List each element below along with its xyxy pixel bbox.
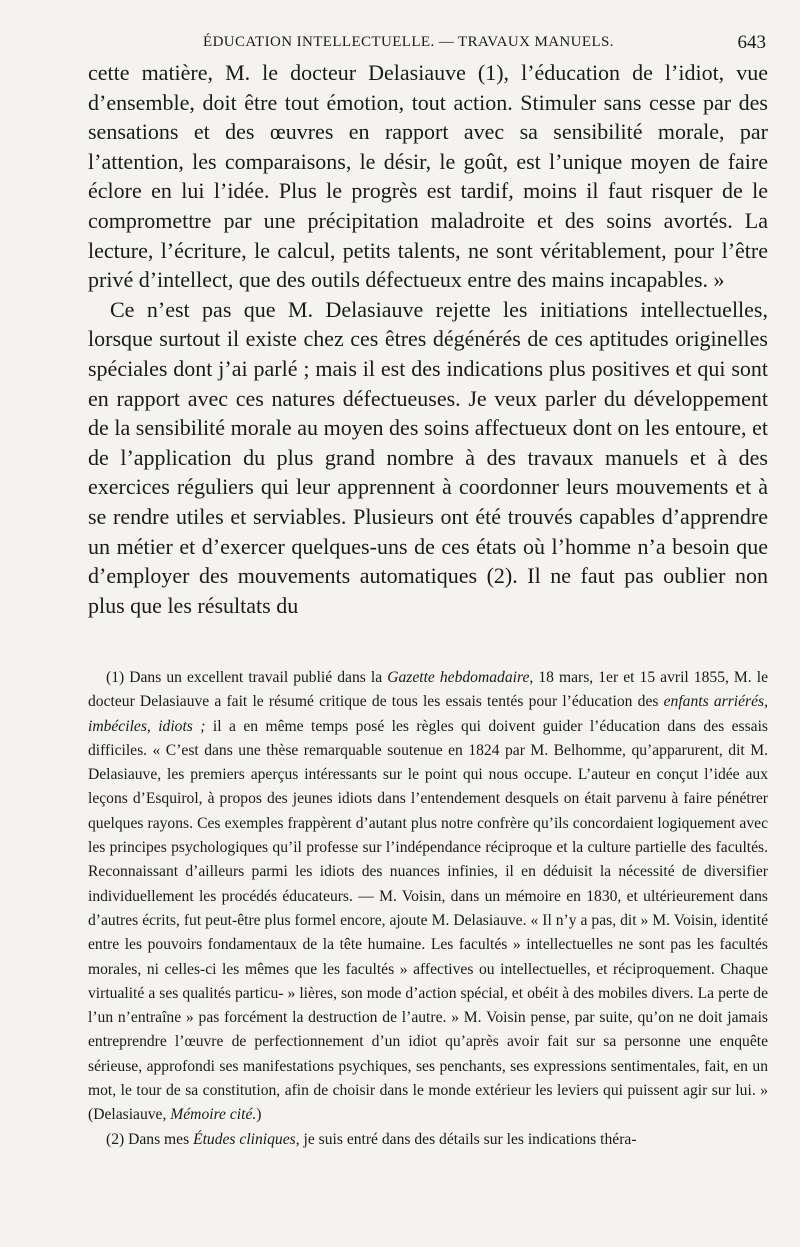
footnote-1-text-a: Dans un excellent travail publié dans la	[124, 669, 388, 686]
footnote-1-italic-c: Mémoire cité.	[170, 1106, 257, 1124]
body-text	[88, 58, 768, 620]
header-title: ÉDUCATION INTELLECTUELLE. — TRAVAUX MANUELS.	[203, 34, 614, 50]
footnote-1-italic-a: Gazette hebdomadaire	[387, 669, 530, 686]
footnote-2-label: (2)	[106, 1130, 125, 1148]
paragraph-2: Ce n’est pas que M. Delasiauve rejette les initiations intellectuelles, lorsque surtout il existe chez ces êtres dégénérés de ces aptitudes originelles spéciales dont j’ai parlé ; mais il est des indications plus positives et qui sont en rapport avec ces natures défectueuses. Je veux parler du développement de la sensibilité morale au moyen des soins affectueux dont on les entoure, et de l’application du plus grand nombre à des travaux manuels et à des exercices réguliers qui leur apprennent à coordonner leurs mouvements et à se rendre utiles et serviables. Plusieurs ont été trouvés capables d’apprendre un métier et d’exercer quelques-uns de ces états où l’homme n’a besoin que d’employer des mouvements automatiques (2). Il ne faut pas oublier non plus que les résultats du	[88, 296, 768, 618]
footnote-2	[88, 1128, 768, 1152]
footnote-1-text-b: , 18 mars, 1er et 15 avril 1855, M. le docteur Delasiauve a fait le résumé critique de tous les essais tentés pour l’éducation des	[88, 669, 769, 711]
footnotes	[88, 666, 768, 1152]
page-number: 643	[737, 32, 766, 53]
footnote-2-text-a: Dans mes	[124, 1130, 194, 1148]
footnote-1-label: (1)	[106, 669, 125, 686]
running-header	[88, 34, 768, 54]
paragraph-1: cette matière, M. le docteur Delasiauve (1), l’éducation de l’idiot, vue d’ensemble, doit être tout émotion, tout action. Stimuler sans cesse par des sensations et des œuvres en rapport avec sa sensibilité morale, par l’attention, les comparaisons, le désir, le goût, est l’unique moyen de faire éclore en lui l’idée. Plus le progrès est tardif, moins il faut risquer de le compromettre par une précipitation maladroite et des soins avortés. La lecture, l’écriture, le calcul, petits talents, ne sont véritablement, pour l’être privé d’intellect, que des outils défectueux entre des mains incapables. »	[88, 60, 768, 293]
footnote-2-text-b: , je suis entré dans des détails sur les indications théra-	[295, 1130, 637, 1148]
footnote-1-text-d: )	[256, 1106, 262, 1124]
footnote-1	[88, 666, 768, 1128]
footnote-1-text-c: il a en même temps posé les règles qui doivent guider l’éducation dans des essais difficiles. « C’est dans une thèse remarquable soutenue en 1824 par M. Belhomme, qu’apparurent, dit M. Delasiauve, les premiers aperçus intéressants sur le point qui nous occupe. L’auteur en conçut l’idée aux leçons d’Esquirol, à propos des jeunes idiots dans l’entendement desquels on était parvenu à faire pénétrer quelques rayons. Ces exemples frappèrent d’autant plus notre confrère qu’ils concordaient logiquement avec les principes psychologiques qu’il professe sur l’indépendance réciproque et la culture partielle des facultés. Reconnaissant d’ailleurs parmi les idiots des nuances infinies, il en déduisit la nécessité de diversifier individuellement les procédés éducateurs. — M. Voisin, dans un mémoire en 1830, et ultérieurement dans d’autres écrits, fut peut-être plus formel encore, ajoute M. Delasiauve. « Il n’y a pas, dit » M. Voisin, identité entre les pouvoirs fondamentaux de la tête humaine. Les facultés » intellectuelles ne sont pas les facultés morales, ni celles-ci les mêmes que les facultés » affectives ou intellectuelles, et réciproquement. Chaque virtualité a ses qualités particu- » lières, son mode d’action spécial, et obéit à des mobiles divers. La perte de l’un n’entraîne » pas forcément la destruction de l’autre. » M. Voisin pense, par suite, qu’on ne doit jamais entreprendre l’œuvre de perfectionnement d’un idiot qu’après avoir fait sur sa personne une enquête sérieuse, approfondi ses manifestations psychiques, ses penchants, ses expressions sentimentales, fait, en un mot, le tour de sa constitution, afin de choisir dans le monde extérieur les leviers qui puissent agir sur lui. » (Delasiauve,	[88, 717, 768, 1124]
footnote-1-italic-b: enfants arriérés, imbéciles, idiots ;	[88, 693, 768, 735]
footnote-2-italic-a: Études cliniques	[193, 1130, 296, 1148]
